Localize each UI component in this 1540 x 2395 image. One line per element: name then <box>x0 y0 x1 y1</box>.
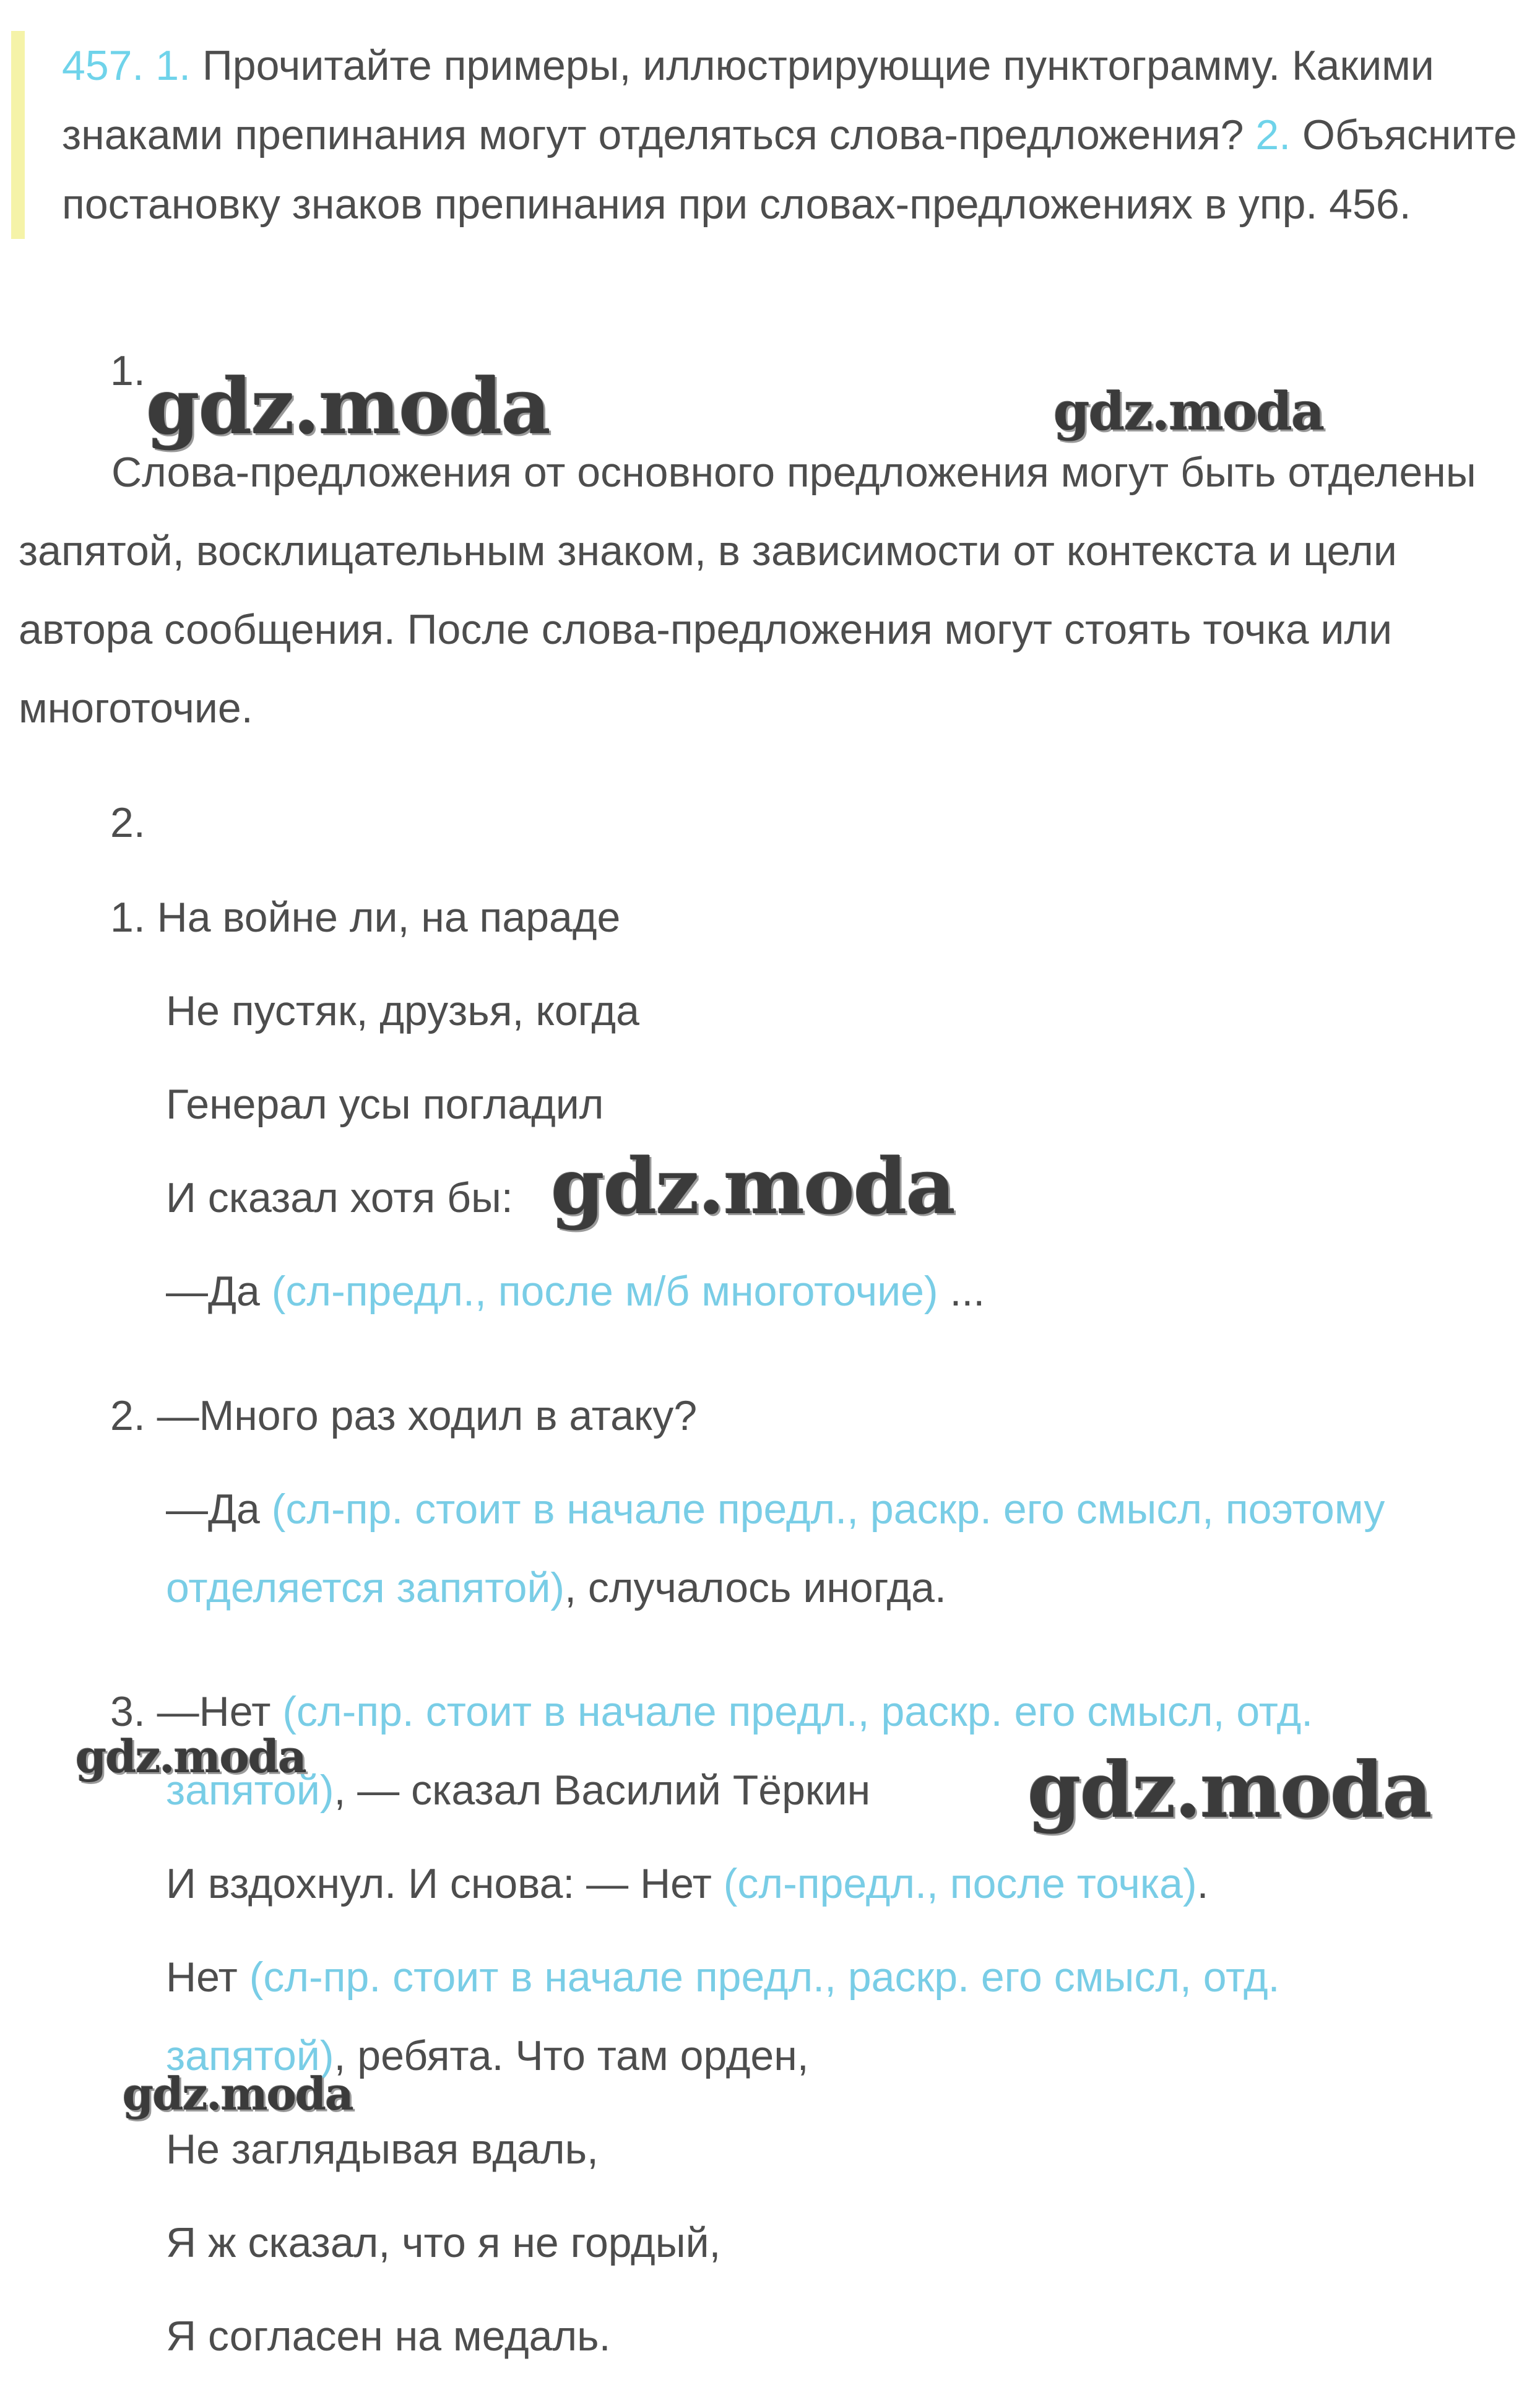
example-3-line-3 <box>166 1860 1209 1908</box>
grammar-note: (сл-предл., после м/б многоточие) <box>271 1268 938 1315</box>
example-1-line-3: Генерал усы погладил <box>166 1081 604 1128</box>
question-1-text: Прочитайте примеры, иллюстрирующие пунктограмму. Какими знаками препинания могут отделяться слова-предложения? <box>62 42 1434 158</box>
text: Нет <box>166 1954 249 2001</box>
watermark: gdz.moda <box>1027 1746 1431 1835</box>
question-2-text: Объясните постановку знаков препинания при словах-предложениях в упр. 456. <box>62 111 1517 228</box>
grammar-note: запятой) <box>166 2032 334 2079</box>
example-1-line-2: Не пустяк, друзья, когда <box>166 987 639 1034</box>
example-3-line-1 <box>110 1687 1313 1736</box>
example-3-line-6: Не заглядывая вдаль, <box>166 2126 599 2173</box>
grammar-note: отделяется запятой) <box>166 1564 565 1611</box>
answer-2-label: 2. <box>110 799 145 846</box>
question-2-number: 2. <box>1255 111 1291 158</box>
example-2-line-3 <box>166 1564 946 1612</box>
text: —Да <box>166 1486 272 1533</box>
grammar-note: запятой) <box>166 1767 334 1814</box>
example-3-line-4 <box>166 1953 1280 2001</box>
example-1-line-1: 1. На войне ли, на параде <box>110 894 621 941</box>
task-number: 457. <box>62 42 144 89</box>
example-2-line-2 <box>166 1485 1385 1533</box>
watermark: gdz.moda <box>551 1142 954 1232</box>
text: , ребята. Что там орден, <box>334 2032 809 2079</box>
example-3-line-8: Я согласен на медаль. <box>166 2313 611 2360</box>
grammar-note: (сл-пр. стоит в начале предл., раскр. его смысл, отд. <box>282 1688 1313 1735</box>
watermark: gdz.moda <box>1053 381 1324 442</box>
text: 3. —Нет <box>110 1688 283 1735</box>
text: ... <box>938 1268 985 1315</box>
answer-1-text: Слова-предложения от основного предложения могут быть отделены запятой, восклицательным знаком, в зависимости от контекста и цели автора сообщения. После слова-предложения могут стоять точка или многоточие. <box>19 449 1476 732</box>
task-statement <box>11 31 1540 239</box>
example-2-line-1: 2. —Много раз ходил в атаку? <box>110 1392 698 1439</box>
example-3-line-7: Я ж сказал, что я не гордый, <box>166 2219 721 2266</box>
question-1-number: 1. <box>155 42 191 89</box>
watermark: gdz.moda <box>123 2068 353 2120</box>
grammar-note: (сл-пр. стоит в начале предл., раскр. его смысл, поэтому <box>271 1486 1385 1533</box>
watermark: gdz.moda <box>76 1730 306 1783</box>
example-1-line-5 <box>166 1267 985 1315</box>
example-1-line-4: И сказал хотя бы: <box>166 1174 513 1221</box>
text: . <box>1196 1860 1209 1907</box>
grammar-note: (сл-пр. стоит в начале предл., раскр. его смысл, отд. <box>249 1954 1280 2001</box>
text: , — сказал Василий Тёркин <box>334 1767 871 1814</box>
text: —Да <box>166 1268 272 1315</box>
text: И вздохнул. И снова: — Нет <box>166 1860 724 1907</box>
answer-1-label: 1. <box>110 347 145 394</box>
watermark: gdz.moda <box>146 362 550 452</box>
text: , случалось иногда. <box>565 1564 946 1611</box>
grammar-note: (сл-предл., после точка) <box>723 1860 1197 1907</box>
